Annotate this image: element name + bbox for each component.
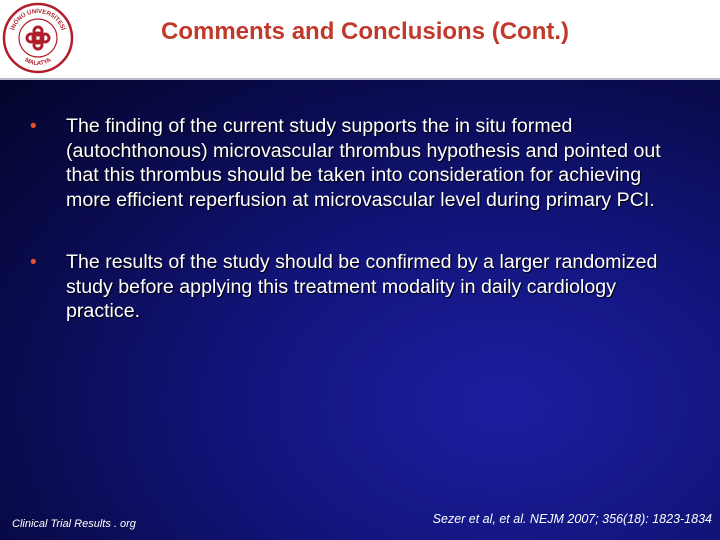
- seal-text-bottom: MALATYA: [23, 57, 53, 68]
- footer-source: Clinical Trial Results . org: [12, 518, 136, 530]
- bullet-marker: •: [30, 252, 37, 273]
- slide-title: Comments and Conclusions (Cont.): [161, 18, 569, 45]
- bullet-text: The results of the study should be confirmed by a larger randomized study before applying this treatment modality in daily cardiology practice.: [66, 251, 658, 322]
- university-seal-icon: [2, 2, 74, 74]
- bullet-marker: •: [30, 116, 37, 137]
- seal-text-top: İNÖNÜ ÜNİVERSİTESİ: [10, 8, 66, 32]
- bullet-text: The finding of the current study supports the in situ formed (autochthonous) microvascular thrombus hypothesis and pointed out that this thrombus should be taken into consideration for achieving more efficient reperfusion at microvascular level during primary PCI.: [66, 115, 661, 211]
- header-divider: [0, 78, 720, 80]
- bullet-list: [30, 114, 690, 362]
- bullet-item: [30, 250, 690, 324]
- footer-citation: Sezer et al, et al. NEJM 2007; 356(18): 1823-1834: [432, 512, 712, 526]
- bullet-item: [30, 114, 690, 212]
